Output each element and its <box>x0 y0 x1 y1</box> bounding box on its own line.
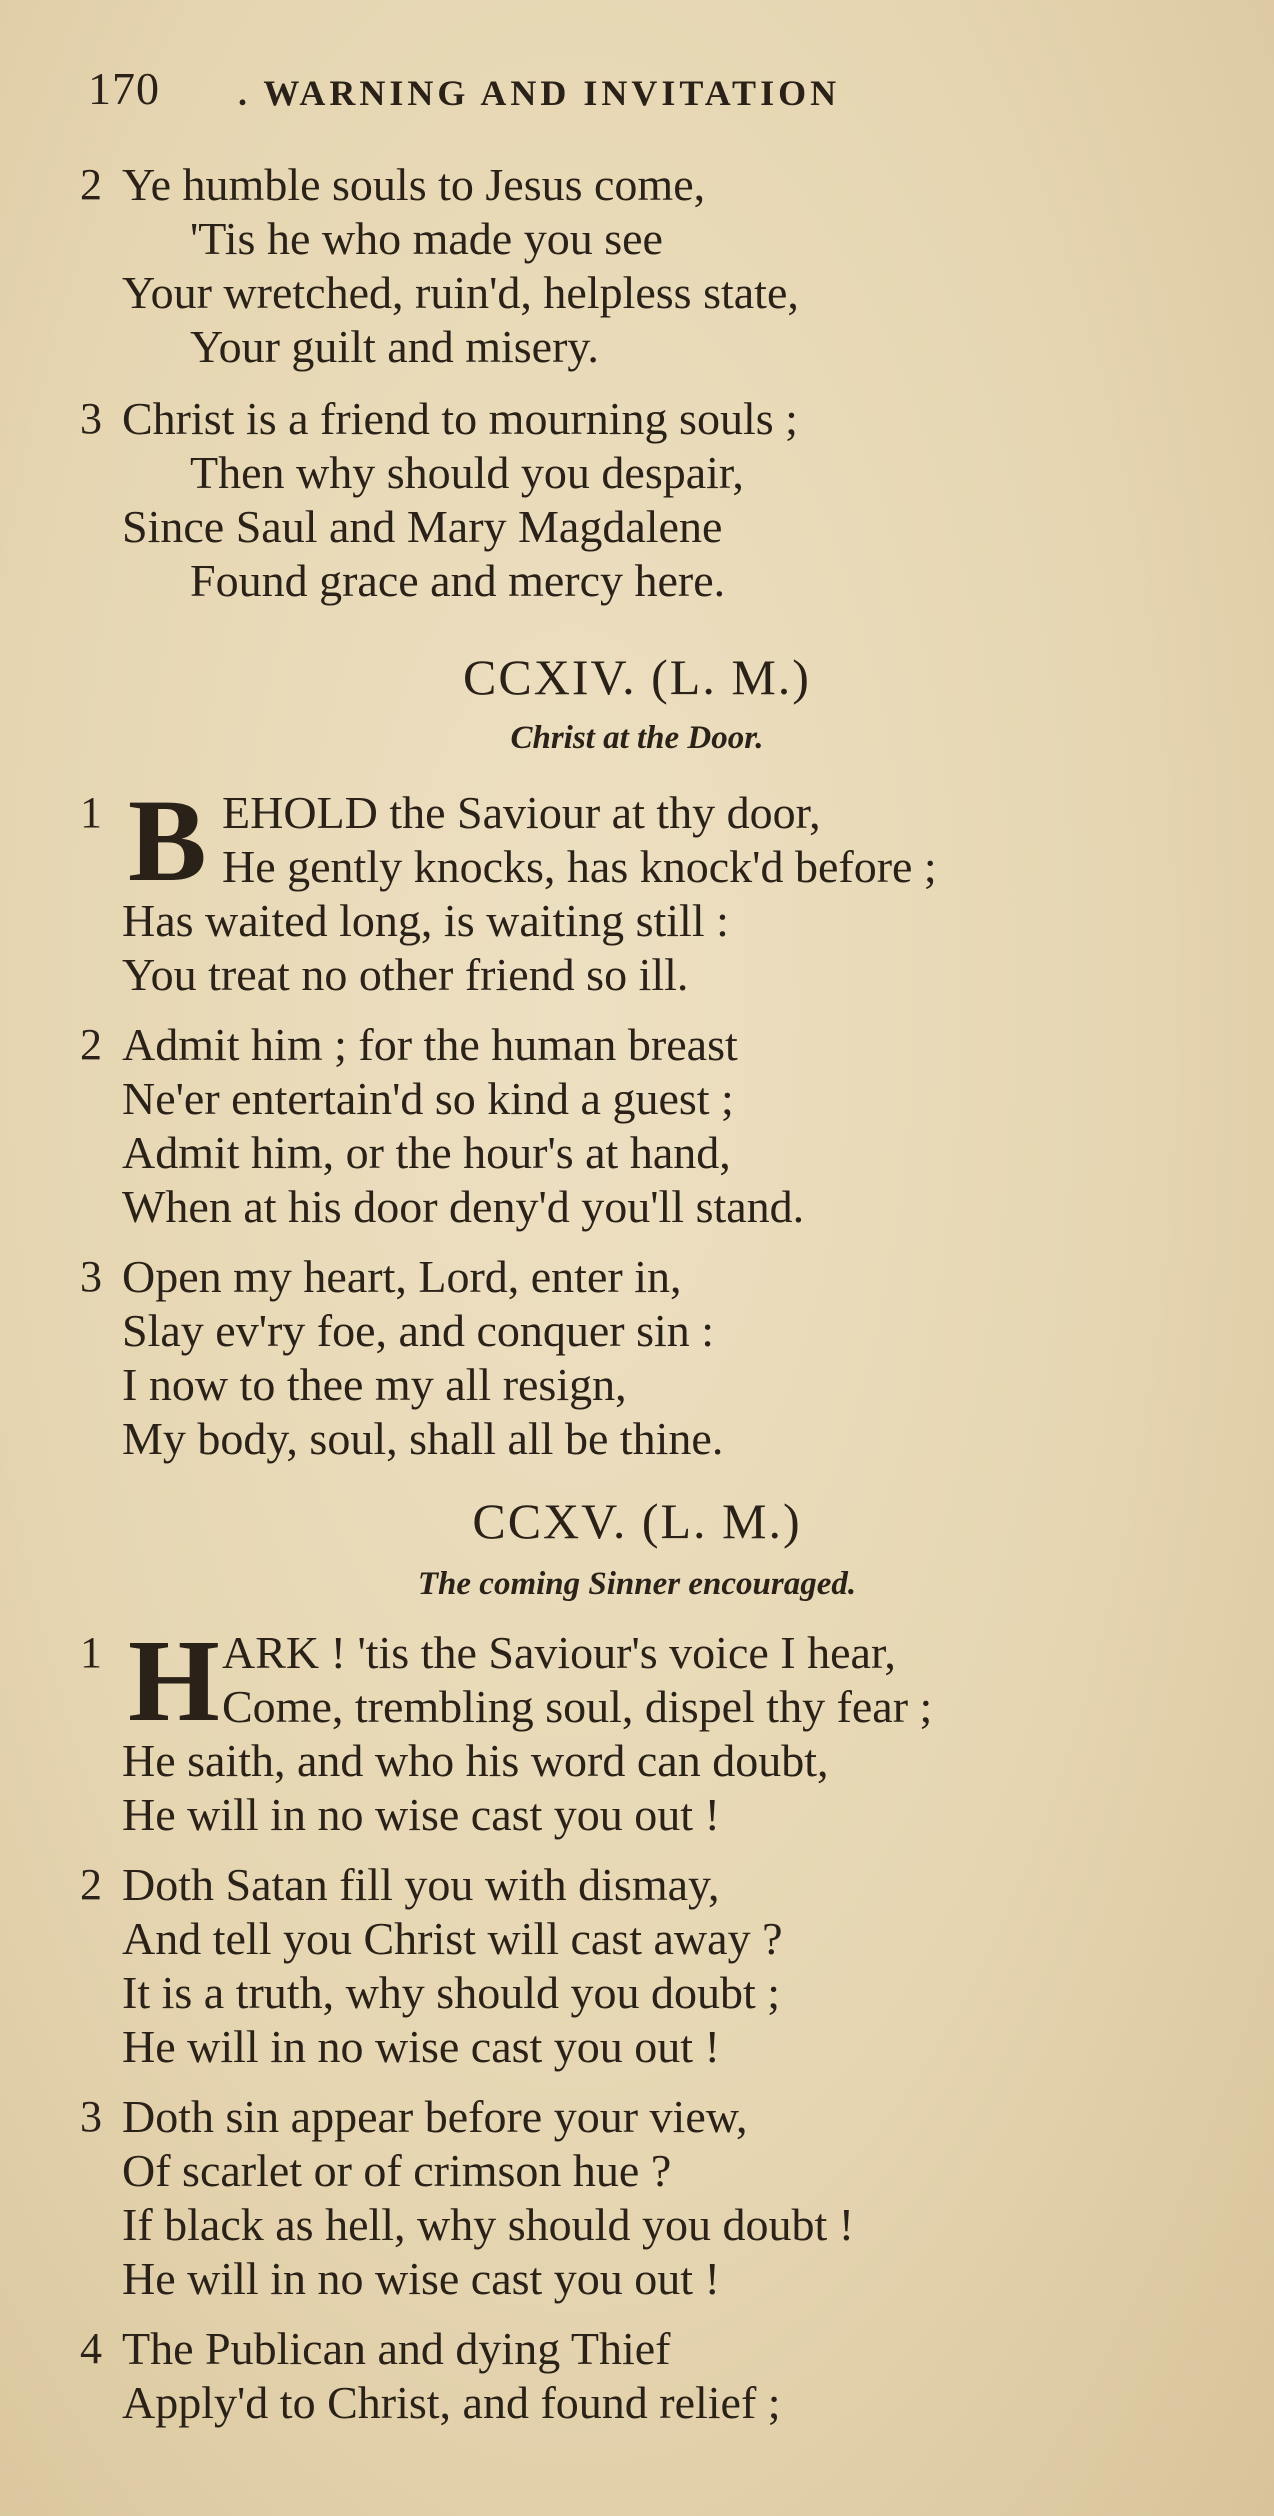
verse-line: Open my heart, Lord, enter in, <box>122 1251 682 1302</box>
verse-line: Since Saul and Mary Magdalene <box>122 501 723 552</box>
verse-line: I now to thee my all resign, <box>122 1359 627 1410</box>
verse-line: Slay ev'ry foe, and conquer sin : <box>122 1305 715 1356</box>
verse-line: Has waited long, is waiting still : <box>122 895 729 946</box>
verse-number: 1 <box>80 1628 102 1677</box>
verse-number: 3 <box>80 1252 102 1301</box>
verse-line: Come, trembling soul, dispel thy fear ; <box>222 1681 933 1732</box>
verse-number: 4 <box>80 2324 102 2373</box>
verse-line: ARK ! 'tis the Saviour's voice I hear, <box>222 1627 896 1678</box>
verse-line: Doth Satan fill you with dismay, <box>122 1859 720 1910</box>
hymn-title: CCXV. (L. M.) <box>472 1493 802 1549</box>
verse-line: He will in no wise cast you out ! <box>122 1789 720 1840</box>
verse-line: Then why should you despair, <box>190 447 744 498</box>
verse-line: Found grace and mercy here. <box>190 555 726 606</box>
page-header <box>88 62 1208 132</box>
verse-line: Ne'er entertain'd so kind a guest ; <box>122 1073 734 1124</box>
verse-line: Admit him, or the hour's at hand, <box>122 1127 731 1178</box>
verse-line: Ye humble souls to Jesus come, <box>122 159 706 210</box>
verse-number: 3 <box>80 2092 102 2141</box>
verse-line: It is a truth, why should you doubt ; <box>122 1967 781 2018</box>
verse-line: And tell you Christ will cast away ? <box>122 1913 783 1964</box>
drop-cap: H <box>128 1615 220 1746</box>
verse-line: EHOLD the Saviour at thy door, <box>222 787 821 838</box>
running-title: . WARNING AND INVITATION <box>238 73 841 113</box>
verse-line: The Publican and dying Thief <box>122 2323 671 2374</box>
verse-line: He will in no wise cast you out ! <box>122 2021 720 2072</box>
verse-line: Admit him ; for the human breast <box>122 1019 738 1070</box>
verse-line: Christ is a friend to mourning souls ; <box>122 393 798 444</box>
verse-line: He saith, and who his word can doubt, <box>122 1735 829 1786</box>
verse-line: Apply'd to Christ, and found relief ; <box>122 2377 781 2428</box>
verse-number: 1 <box>80 788 102 837</box>
verse-line: When at his door deny'd you'll stand. <box>122 1181 805 1232</box>
hymn-title: CCXIV. (L. M.) <box>463 649 811 705</box>
verse-line: He will in no wise cast you out ! <box>122 2253 720 2304</box>
verse-line: Your guilt and misery. <box>190 321 599 372</box>
verse-line: Doth sin appear before your view, <box>122 2091 748 2142</box>
verse-number: 2 <box>80 1860 102 1909</box>
verse-number: 3 <box>80 394 102 443</box>
verse-line: He gently knocks, has knock'd before ; <box>222 841 937 892</box>
verse-number: 2 <box>80 160 102 209</box>
drop-cap: B <box>128 775 207 906</box>
hymn-subtitle: Christ at the Door. <box>510 720 764 756</box>
verse-line: You treat no other friend so ill. <box>122 949 689 1000</box>
verse-line: 'Tis he who made you see <box>190 213 663 264</box>
verse-number: 2 <box>80 1020 102 1069</box>
verse-line: Your wretched, ruin'd, helpless state, <box>122 267 799 318</box>
page-number: 170 <box>88 63 160 114</box>
verse-line: If black as hell, why should you doubt ! <box>122 2199 855 2250</box>
verse-line: Of scarlet or of crimson hue ? <box>122 2145 672 2196</box>
hymn-subtitle: The coming Sinner encouraged. <box>417 1566 857 1602</box>
verse-line: My body, soul, shall all be thine. <box>122 1413 724 1464</box>
